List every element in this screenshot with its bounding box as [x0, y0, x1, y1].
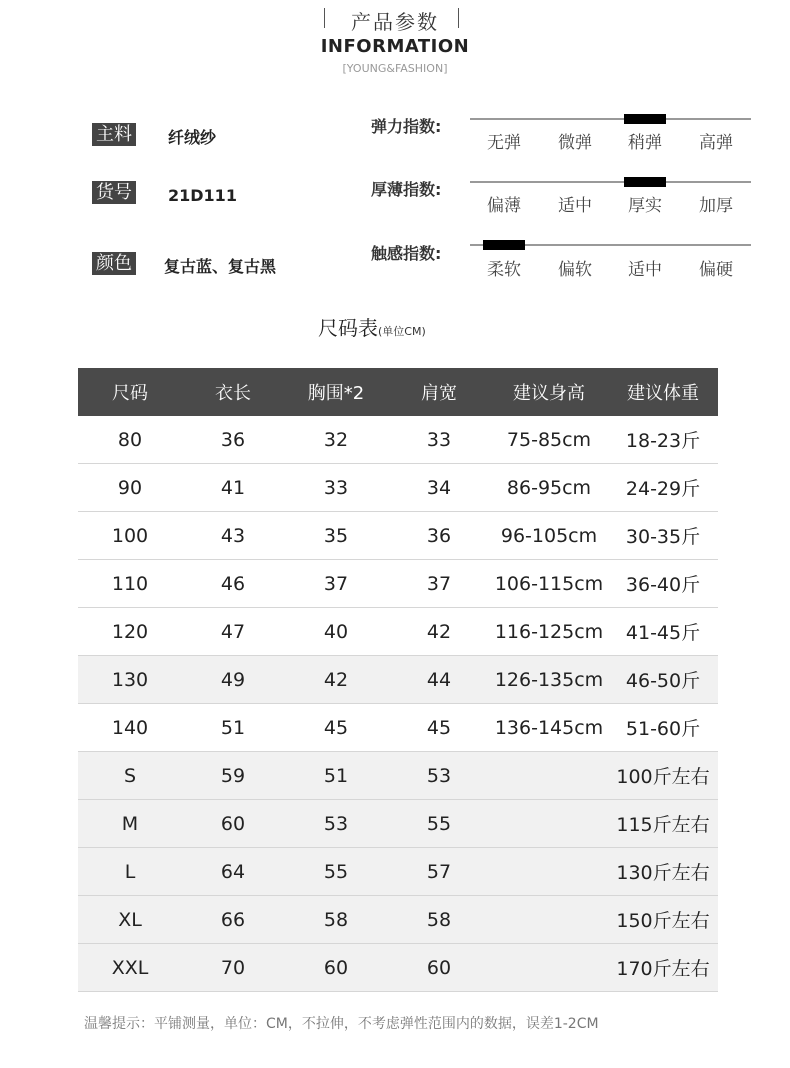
table-cell: 36 — [220, 428, 246, 451]
table-row — [78, 608, 718, 656]
thickness-scale-line — [470, 181, 751, 183]
table-cell: 47 — [220, 620, 246, 643]
table-cell: 53 — [426, 764, 452, 787]
size-table-header — [78, 368, 718, 416]
table-cell: 59 — [220, 764, 246, 787]
param-sku — [92, 182, 136, 204]
table-cell: 60 — [323, 956, 349, 979]
table-cell: S — [123, 764, 137, 787]
table-cell: 100 — [111, 524, 149, 547]
header-title-cn: 产品参数 — [351, 10, 439, 34]
table-cell: 36 — [426, 524, 452, 547]
table-cell: 43 — [220, 524, 246, 547]
table-cell: 90 — [117, 476, 143, 499]
table-row — [78, 512, 718, 560]
table-row — [78, 848, 718, 896]
param-material — [92, 124, 136, 146]
header-cell: 建议身高 — [513, 383, 585, 404]
touch-option: 柔软 — [487, 260, 521, 280]
table-cell: 170斤左右 — [616, 958, 710, 980]
table-cell: 44 — [426, 668, 452, 691]
header-cell: 胸围*2 — [307, 383, 365, 404]
table-cell: M — [121, 812, 139, 835]
table-cell: 33 — [323, 476, 349, 499]
touch-option: 适中 — [628, 260, 662, 280]
table-cell: 86-95cm — [506, 476, 592, 499]
param-color-value: 复古蓝、复古黑 — [164, 257, 277, 276]
thickness-option: 偏薄 — [487, 196, 521, 216]
table-row — [78, 656, 718, 704]
thickness-option: 加厚 — [699, 196, 733, 216]
table-cell: 100斤左右 — [616, 766, 710, 788]
table-cell: 80 — [117, 428, 143, 451]
table-cell: 45 — [323, 716, 349, 739]
table-cell: 140 — [111, 716, 149, 739]
table-cell: 96-105cm — [500, 524, 598, 547]
elasticity-option: 无弹 — [487, 133, 521, 153]
table-cell: 58 — [426, 908, 452, 931]
table-cell: 115斤左右 — [616, 814, 710, 836]
table-cell: 51-60斤 — [625, 718, 701, 740]
table-cell: 34 — [426, 476, 452, 499]
touch-option: 偏软 — [558, 260, 592, 280]
size-table-unit: (单位CM) — [378, 325, 426, 338]
size-table-title — [318, 312, 426, 341]
table-cell: 57 — [426, 860, 452, 883]
table-cell: 49 — [220, 668, 246, 691]
table-cell: 60 — [220, 812, 246, 835]
table-cell: 40 — [323, 620, 349, 643]
table-cell: 51 — [220, 716, 246, 739]
table-row — [78, 560, 718, 608]
header-title-en: INFORMATION — [320, 36, 470, 57]
table-cell: L — [124, 860, 136, 883]
table-cell: 58 — [323, 908, 349, 931]
thickness-label: 厚薄指数: — [371, 180, 442, 199]
table-cell: 36-40斤 — [625, 574, 701, 596]
table-cell: 18-23斤 — [625, 430, 701, 452]
table-cell: 60 — [426, 956, 452, 979]
elasticity-option: 高弹 — [699, 133, 733, 153]
table-cell: 130斤左右 — [616, 862, 710, 884]
table-cell: 37 — [323, 572, 349, 595]
touch-option: 偏硬 — [699, 260, 733, 280]
table-cell: 136-145cm — [494, 716, 604, 739]
table-cell: 66 — [220, 908, 246, 931]
size-table-title-text: 尺码表 — [318, 316, 378, 340]
table-cell: 116-125cm — [494, 620, 604, 643]
table-cell: 53 — [323, 812, 349, 835]
table-cell: XXL — [111, 956, 149, 979]
table-cell: XL — [118, 908, 142, 931]
size-table-body — [78, 416, 718, 992]
size-table — [78, 368, 718, 992]
table-cell: 150斤左右 — [616, 910, 710, 932]
table-cell: 110 — [111, 572, 149, 595]
elasticity-scale-line — [470, 118, 751, 120]
param-material-label: 主料 — [92, 123, 136, 146]
elasticity-option: 微弹 — [558, 133, 592, 153]
table-row — [78, 800, 718, 848]
table-cell: 106-115cm — [494, 572, 604, 595]
table-cell: 75-85cm — [506, 428, 592, 451]
table-cell: 41-45斤 — [625, 622, 701, 644]
header-divider-right — [458, 8, 459, 28]
elasticity-marker — [624, 114, 666, 124]
header-cell: 衣长 — [215, 383, 251, 404]
table-row — [78, 704, 718, 752]
table-cell: 42 — [426, 620, 452, 643]
elasticity-option: 稍弹 — [628, 133, 662, 153]
table-cell: 126-135cm — [494, 668, 604, 691]
table-cell: 45 — [426, 716, 452, 739]
table-cell: 64 — [220, 860, 246, 883]
table-cell: 46-50斤 — [625, 670, 701, 692]
table-row — [78, 752, 718, 800]
table-row — [78, 416, 718, 464]
thickness-marker — [624, 177, 666, 187]
table-cell: 46 — [220, 572, 246, 595]
table-cell: 55 — [426, 812, 452, 835]
table-cell: 70 — [220, 956, 246, 979]
table-cell: 51 — [323, 764, 349, 787]
param-color — [92, 253, 136, 275]
thickness-option: 适中 — [558, 196, 592, 216]
header-cell: 尺码 — [112, 383, 148, 404]
table-row — [78, 944, 718, 992]
param-material-value: 纤绒纱 — [168, 128, 217, 147]
table-cell: 42 — [323, 668, 349, 691]
header-cell: 肩宽 — [421, 383, 457, 404]
table-row — [78, 464, 718, 512]
param-color-label: 颜色 — [92, 252, 136, 275]
table-cell: 24-29斤 — [625, 478, 701, 500]
param-sku-label: 货号 — [92, 181, 136, 204]
table-cell: 130 — [111, 668, 149, 691]
elasticity-label: 弹力指数: — [371, 117, 442, 136]
thickness-option: 厚实 — [628, 196, 662, 216]
touch-marker — [483, 240, 525, 250]
table-row — [78, 896, 718, 944]
table-cell: 37 — [426, 572, 452, 595]
table-cell: 120 — [111, 620, 149, 643]
table-cell: 35 — [323, 524, 349, 547]
touch-label: 触感指数: — [371, 244, 442, 263]
measurement-note: 温馨提示：平铺测量，单位：CM，不拉伸，不考虑弹性范围内的数据，误差1-2CM — [84, 1016, 599, 1032]
header-cell: 建议体重 — [627, 383, 699, 404]
table-cell: 55 — [323, 860, 349, 883]
table-cell: 30-35斤 — [625, 526, 701, 548]
table-cell: 32 — [323, 428, 349, 451]
param-sku-value: 21D111 — [168, 186, 237, 205]
header-subtitle: [YOUNG&FASHION] — [342, 62, 448, 75]
table-cell: 41 — [220, 476, 246, 499]
table-cell: 33 — [426, 428, 452, 451]
